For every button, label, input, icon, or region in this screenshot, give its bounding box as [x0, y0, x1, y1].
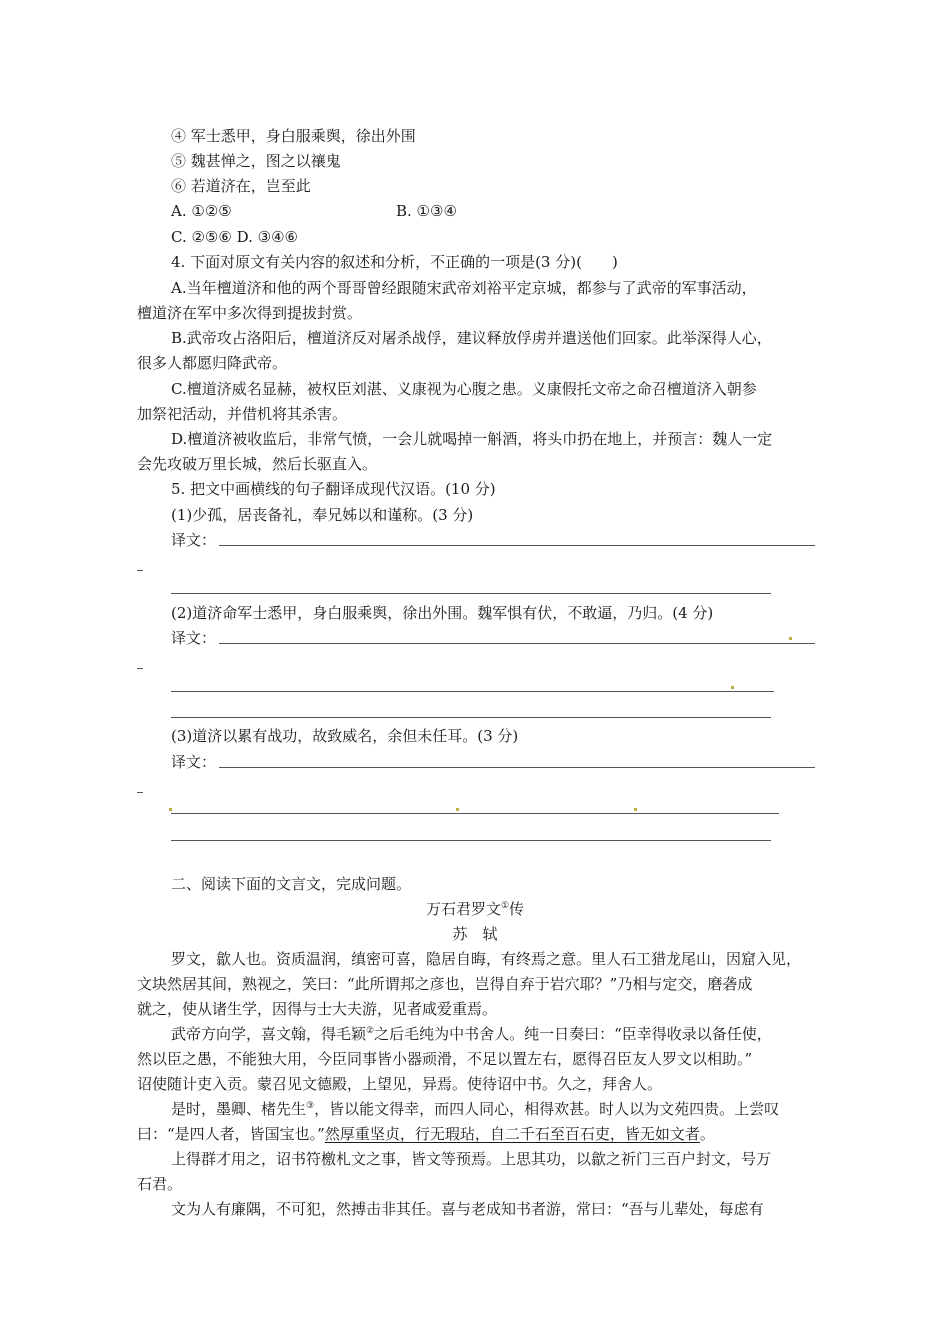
q5-stem: 5. 把文中画横线的句子翻译成现代汉语。(10 分): [171, 480, 496, 498]
q4-stem: 4. 下面对原文有关内容的叙述和分析，不正确的一项是(3 分)( ): [171, 253, 618, 271]
translation-label-1: 译文：: [171, 531, 217, 549]
translation-label-2: 译文：: [171, 629, 217, 647]
q5-sentence-1: (1)少孤，居丧备礼，奉兄姊以和谨称。(3 分): [171, 506, 474, 524]
q4-option-b-line2: 很多人都愿归降武帝。: [137, 354, 288, 372]
article-title: [0, 898, 950, 920]
answer-line[interactable]: [219, 643, 815, 644]
q3-item-5: ⑤ 魏甚惮之，图之以禳鬼: [171, 152, 341, 170]
paragraph-1-line3: 就之，使从诸生学，因得与士大夫游，见者咸爱重焉。: [137, 1000, 498, 1018]
section-heading: 二、阅读下面的文言文，完成问题。: [171, 875, 412, 893]
answer-line[interactable]: [171, 813, 779, 814]
answer-line-dash: [137, 792, 143, 793]
paragraph-2-line2: 然以臣之愚，不能独大用，今臣同事皆小器顽滑，不足以置左右，愿得召臣友人罗文以相助。”: [137, 1050, 753, 1068]
q5-sentence-3: (3)道济以累有战功，故致威名，余但未任耳。(3 分): [171, 727, 519, 745]
answer-line[interactable]: [171, 840, 771, 841]
footnote-marker: ②: [366, 1026, 375, 1036]
article-title-text: 万石君罗文: [425, 900, 501, 918]
q3-item-4: ④ 军士悉甲，身白服乘舆，徐出外围: [171, 127, 416, 145]
answer-line[interactable]: [219, 545, 815, 546]
q4-option-d-line2: 会先攻破万里长城，然后长驱直入。: [137, 455, 378, 473]
paragraph-3-line1: [171, 1098, 779, 1120]
q3-option-cd: C. ②⑤⑥ D. ③④⑥: [171, 228, 298, 246]
paragraph-3-line1-text-b: ，皆以能文得幸，而四人同心，相得欢甚。时人以为文苑四贵。上尝叹: [314, 1100, 780, 1118]
speck-mark: [169, 808, 172, 811]
paragraph-1-line1: 罗文，歙人也。资质温润，缜密可喜，隐居自晦，有终焉之意。里人石工猎龙尾山，因窟入见，: [171, 950, 802, 968]
q3-option-a: A. ①②⑤: [171, 202, 232, 220]
footnote-marker: ③: [306, 1101, 315, 1111]
translation-label-3: 译文：: [171, 753, 217, 771]
paragraph-5-line1: 文为人有廉隅，不可犯，然搏击非其任。喜与老成知书者游，常曰：“吾与儿辈处，每虑有: [171, 1200, 764, 1218]
paragraph-2-line1-text-a: 武帝方向学，喜文翰，得毛颖: [171, 1025, 367, 1043]
article-title-tail: 传: [509, 900, 525, 918]
speck-mark: [456, 808, 459, 811]
answer-line[interactable]: [171, 691, 774, 692]
paragraph-4-line1: 上得群才用之，诏书符檄札文之事，皆文等预焉。上思其功，以歙之祈门三百户封文，号万: [171, 1150, 772, 1168]
q3-item-6: ⑥ 若道济在，岂至此: [171, 177, 311, 195]
q4-option-a-line1: A.当年檀道济和他的两个哥哥曾经跟随宋武帝刘裕平定京城，都参与了武帝的军事活动，: [171, 279, 757, 297]
q4-option-a-line2: 檀道济在军中多次得到提拔封赏。: [137, 304, 363, 322]
speck-mark: [634, 808, 637, 811]
answer-line-dash: [137, 570, 143, 571]
paragraph-2-line1-text-b: 之后毛纯为中书舍人。纯一日奏曰：“臣幸得收录以备任使，: [374, 1025, 772, 1043]
speck-mark: [789, 637, 792, 640]
answer-line-dash: [137, 668, 143, 669]
paragraph-3-line2-text-a: 曰：“是四人者，皆国宝也。”: [137, 1125, 325, 1143]
q4-option-c-line1: C.檀道济威名显赫，被权臣刘湛、义康视为心腹之患。义康假托文帝之命召檀道济入朝参: [171, 380, 757, 398]
footnote-marker: ①: [500, 901, 510, 911]
paragraph-2-line3: 诏使随计吏入贡。蒙召见文德殿，上望见，异焉。使待诏中书。久之，拜舍人。: [137, 1075, 663, 1093]
answer-line[interactable]: [219, 767, 815, 768]
underlined-sentence: 然厚重坚贞，行无瑕玷，自二千石至百石吏，皆无如文者: [324, 1125, 700, 1143]
q3-option-b: B. ①③④: [396, 202, 457, 220]
q4-option-b-line1: B.武帝攻占洛阳后，檀道济反对屠杀战俘，建议释放俘虏并遣送他们回家。此举深得人心，: [171, 329, 772, 347]
q4-option-c-line2: 加祭祀活动，并借机将其杀害。: [137, 405, 348, 423]
paragraph-3-line2: [137, 1123, 715, 1145]
answer-line[interactable]: [171, 593, 771, 594]
paragraph-1-line2: 文块然居其间，熟视之，笑曰：“此所谓邦之彦也，岂得自弃于岩穴耶？”乃相与定交，磨砻成: [137, 975, 753, 993]
paragraph-4-line2: 石君。: [137, 1175, 183, 1193]
speck-mark: [731, 686, 734, 689]
q4-option-d-line1: D.檀道济被收监后，非常气愤，一会儿就喝掉一斛酒，将头巾扔在地上，并预言：魏人一定: [171, 430, 773, 448]
paragraph-3-line1-text-a: 是时，墨卿、楮先生: [171, 1100, 307, 1118]
q5-sentence-2: (2)道济命军士悉甲，身白服乘舆，徐出外围。魏军惧有伏，不敢逼，乃归。(4 分): [171, 604, 714, 622]
paragraph-2-line1: [171, 1023, 772, 1045]
answer-line[interactable]: [171, 717, 771, 718]
article-author: 苏 轼: [452, 925, 498, 943]
paragraph-3-line2-text-b: 。: [699, 1125, 715, 1143]
